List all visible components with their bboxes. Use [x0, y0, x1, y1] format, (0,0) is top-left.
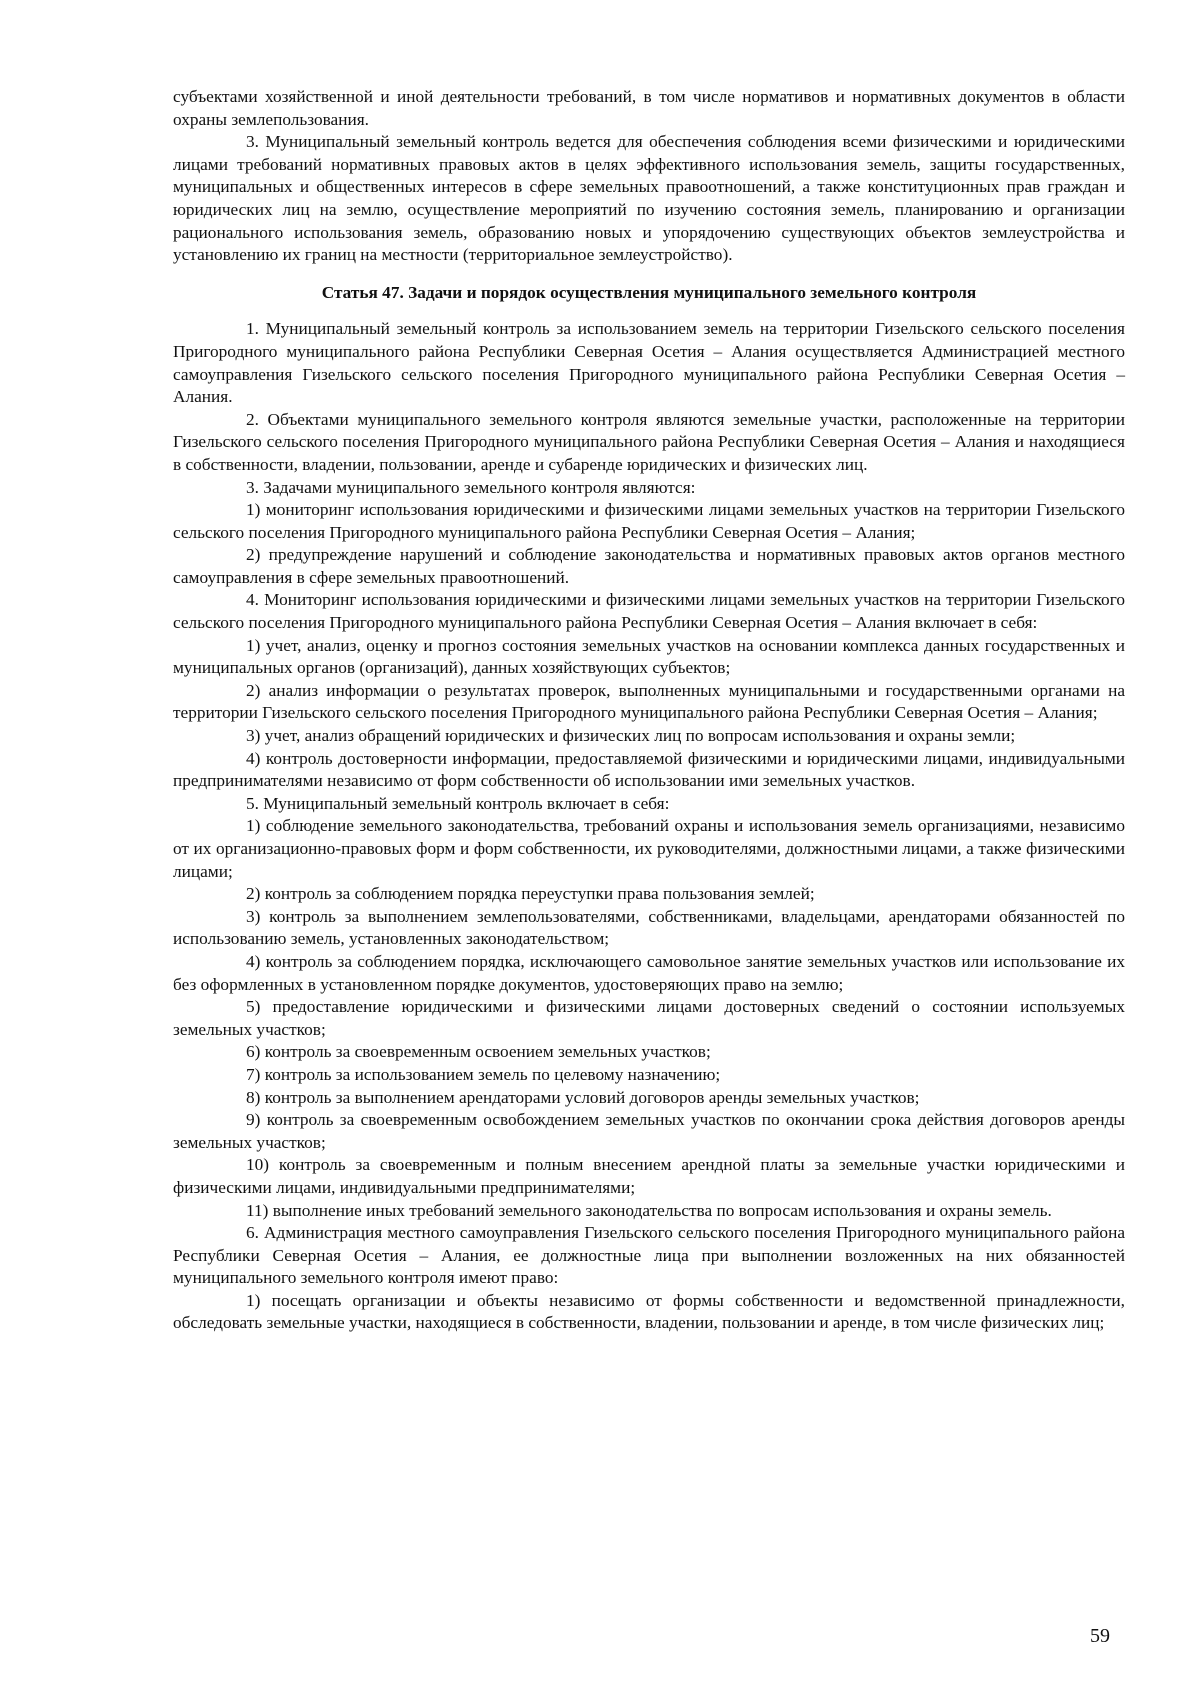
list-item: 3) контроль за выполнением землепользователями, собственниками, владельцами, арендаторами обязанностей по использованию земель, установленных законодательством;: [173, 906, 1125, 949]
list-item: 4) контроль за соблюдением порядка, исключающего самовольное занятие земельных участков или использование их без оформленных в установленном порядке документов, удостоверяющих право на землю;: [173, 951, 1125, 994]
list-item: 9) контроль за своевременным освобождением земельных участков по окончании срока действия договоров аренды земельных участков;: [173, 1110, 1125, 1152]
article-heading: Статья 47. Задачи и порядок осуществления муниципального земельного контроля: [321, 282, 977, 302]
paragraph: 4. Мониторинг использования юридическими и физическими лицами земельных участков на территории Гизельского сельского поселения Пригородного муниципального района Республики Северная Осетия – Алания включает в себя:: [173, 590, 1125, 633]
paragraph-continuation: субъектами хозяйственной и иной деятельности требований, в том числе нормативов и нормативных документов в области охраны землепользования.: [173, 87, 1125, 129]
list-item: 11) выполнение иных требований земельного законодательства по вопросам использования и охраны земель.: [246, 1200, 1052, 1220]
list-item: 1) учет, анализ, оценку и прогноз состояния земельных участков на основании комплекса данных государственных и муниципальных органов (организаций), данных хозяйствующих субъектов;: [173, 635, 1125, 678]
list-item: 2) контроль за соблюдением порядка переуступки права пользования землей;: [246, 884, 815, 904]
paragraph: 3. Муниципальный земельный контроль ведется для обеспечения соблюдения всеми физическими и юридическими лицами требований нормативных правовых актов в целях эффективного использования земель, защиты государственных, муниципальных и общественных интересов в сфере земельных правоотношений, а также конституционных прав граждан и юридических лиц на землю, осуществление мероприятий по изучению состояния земель, планированию и организации рационального использования земель, образованию новых и упорядочению существующих объектов землеустройства и установлению их границ на местности (территориальное землеустройство).: [173, 132, 1125, 265]
paragraph: 5. Муниципальный земельный контроль включает в себя:: [246, 793, 670, 813]
paragraph: 6. Администрация местного самоуправления Гизельского сельского поселения Пригородного муниципального района Республики Северная Осетия – Алания, ее должностные лица при выполнении возложенных на них обязанностей муниципального земельного контроля имеют право:: [173, 1223, 1125, 1288]
paragraph: 2. Объектами муниципального земельного контроля являются земельные участки, расположенные на территории Гизельского сельского поселения Пригородного муниципального района Республики Северная Осетия – Алания и находящиеся в собственности, владении, пользовании, аренде и субаренде юридических и физических лиц.: [173, 409, 1125, 474]
list-item: 8) контроль за выполнением арендаторами условий договоров аренды земельных участков;: [246, 1087, 920, 1107]
list-item: 2) анализ информации о результатах проверок, выполненных муниципальными и государственными органами на территории Гизельского сельского поселения Пригородного муниципального района Республики Северная Осетия – Алания;: [173, 680, 1125, 723]
list-item: 1) мониторинг использования юридическими и физическими лицами земельных участков на территории Гизельского сельского поселения Пригородного муниципального района Республики Северная Осетия – Алания;: [173, 500, 1125, 542]
list-item: 7) контроль за использованием земель по целевому назначению;: [246, 1064, 721, 1084]
list-item: 6) контроль за своевременным освоением земельных участков;: [246, 1042, 711, 1062]
list-item: 3) учет, анализ обращений юридических и физических лиц по вопросам использования и охраны земли;: [246, 726, 1016, 746]
paragraph: 1. Муниципальный земельный контроль за использованием земель на территории Гизельского сельского поселения Пригородного муниципального района Республики Северная Осетия – Алания осуществляется Администрацией местного самоуправления Гизельского сельского поселения Пригородного муниципального района Республики Северная Осетия – Алания.: [173, 319, 1125, 407]
page-number: 59: [1090, 1625, 1110, 1647]
list-item: 1) посещать организации и объекты независимо от формы собственности и ведомственной принадлежности, обследовать земельные участки, находящиеся в собственности, владении, пользовании и аренде, в том числе физических лиц;: [173, 1290, 1125, 1333]
paragraph: 3. Задачами муниципального земельного контроля являются:: [246, 477, 696, 497]
document-page: [173, 86, 1125, 1335]
list-item: 10) контроль за своевременным и полным внесением арендной платы за земельные участки юридическими и физическими лицами, индивидуальными предпринимателями;: [173, 1155, 1125, 1197]
list-item: 1) соблюдение земельного законодательства, требований охраны и использования земель организациями, независимо от их организационно-правовых форм и форм собственности, их руководителями, должностными лицами, а также физическими лицами;: [173, 816, 1125, 881]
list-item: 5) предоставление юридическими и физическими лицами достоверных сведений о состоянии используемых земельных участков;: [173, 997, 1125, 1039]
list-item: 2) предупреждение нарушений и соблюдение законодательства и нормативных правовых актов органов местного самоуправления в сфере земельных правоотношений.: [173, 545, 1125, 587]
list-item: 4) контроль достоверности информации, предоставляемой физическими и юридическими лицами, индивидуальными предпринимателями независимо от форм собственности об использовании ими земельных участков.: [173, 748, 1125, 791]
